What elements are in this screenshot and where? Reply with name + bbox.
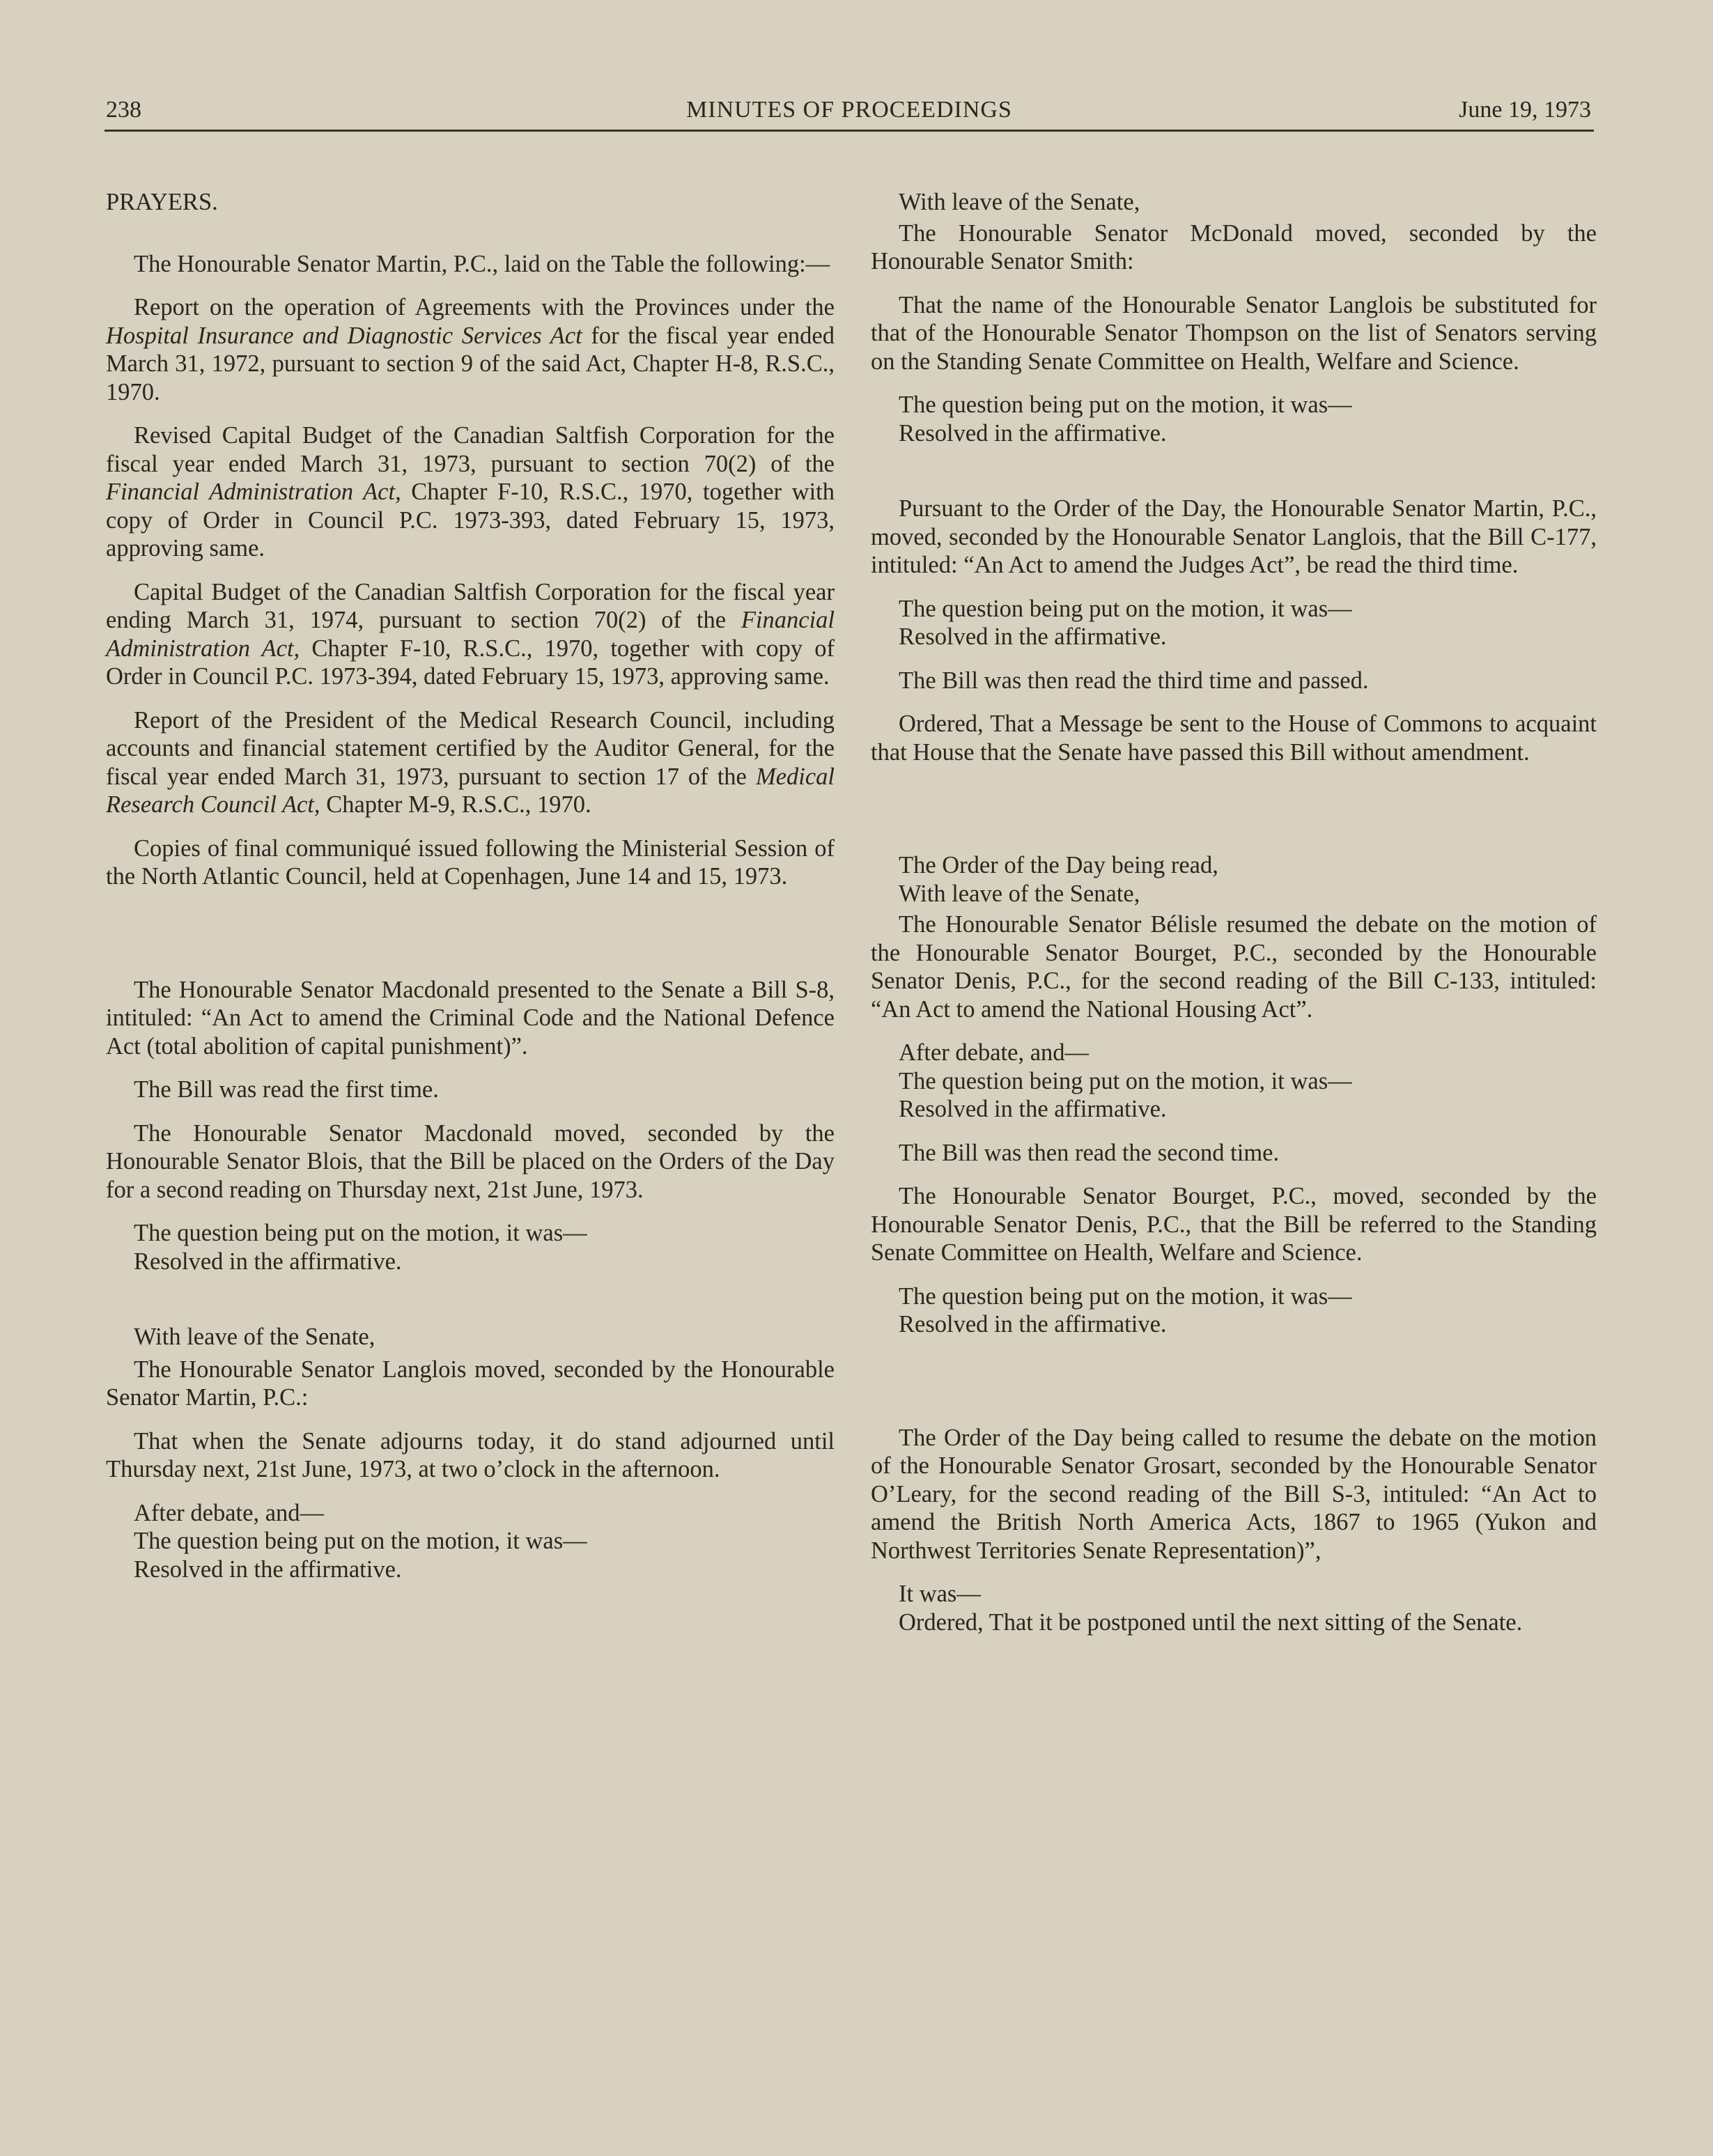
- section-gap: [106, 906, 835, 976]
- paragraph: The Honourable Senator McDonald moved, seconded by the Honourable Senator Smith:: [871, 219, 1597, 274]
- page-number: 238: [106, 97, 141, 123]
- prayers-heading: PRAYERS.: [106, 189, 218, 215]
- left-column: [106, 188, 835, 1599]
- question-result: After debate, and— The question being put on the motion, it was— Resolved in the affirmative.: [899, 1039, 1352, 1122]
- paragraph: The Honourable Senator Martin, P.C., laid on the Table the following:—: [134, 250, 830, 277]
- header-date: June 19, 1973: [1459, 97, 1591, 123]
- paragraph: The Bill was then read the second time.: [899, 1139, 1280, 1166]
- paragraph: The Order of the Day being called to resume the debate on the motion of the Honourable Senator Grosart, seconded by the Honourable Senator O’Leary, for the second reading of the Bill S-3, intituled: “An Act to amend the British North America Acts, 1867 to 1965 (Yukon and Northwest Territories Senate Representation)”,: [871, 1424, 1597, 1564]
- paragraph: That when the Senate adjourns today, it do stand adjourned until Thursday next, 21st June, 1973, at two o’clock in the afternoon.: [106, 1427, 835, 1482]
- section-gap: [106, 1291, 835, 1323]
- section-gap: [871, 782, 1597, 851]
- paragraph: Ordered, That it be postponed until the next sitting of the Senate.: [899, 1608, 1523, 1636]
- paragraph: Pursuant to the Order of the Day, the Honourable Senator Martin, P.C., moved, seconded by the Honourable Senator Langlois, that the Bill C-177, intituled: “An Act to amend the Judges Act”, be read the third time.: [871, 495, 1597, 578]
- section-gap: [871, 463, 1597, 495]
- paragraph: The Bill was then read the third time and passed.: [899, 667, 1369, 694]
- paragraph: Report of the President of the Medical Research Council, including accounts and financial statement certified by the Auditor General, for the fiscal year ended March 31, 1973, pursuant to section 17 of the Medical Research Council Act, Chapter M-9, R.S.C., 1970.: [106, 706, 835, 818]
- running-title: MINUTES OF PROCEEDINGS: [686, 97, 1012, 123]
- paragraph: The Honourable Senator Macdonald moved, seconded by the Honourable Senator Blois, that the Bill be placed on the Orders of the Day for a second reading on Thursday next, 21st June, 1973.: [106, 1119, 835, 1203]
- question-result: The question being put on the motion, it was— Resolved in the affirmative.: [134, 1220, 587, 1275]
- result-block: It was—: [899, 1581, 981, 1607]
- leave-block: With leave of the Senate,: [134, 1324, 375, 1350]
- paragraph: Copies of final communiqué issued following the Ministerial Session of the North Atlantic Council, held at Copenhagen, June 14 and 15, 1973.: [106, 835, 835, 890]
- paragraph: That the name of the Honourable Senator Langlois be substituted for that of the Honourable Senator Thompson on the list of Senators serving on the Standing Senate Committee on Health, Welfare and Science.: [871, 291, 1597, 375]
- question-result: After debate, and— The question being put on the motion, it was— Resolved in the affirmative.: [134, 1499, 587, 1583]
- paragraph: Ordered, That a Message be sent to the House of Commons to acquaint that House that the Senate have passed this Bill without amendment.: [871, 711, 1597, 766]
- right-column: [871, 188, 1597, 1652]
- paragraph: Revised Capital Budget of the Canadian Saltfish Corporation for the fiscal year ended March 31, 1973, pursuant to section 70(2) of the Financial Administration Act, Chapter F-10, R.S.C., 1970, together with copy of Order in Council P.C. 1973-393, dated February 15, 1973, approving same.: [106, 422, 835, 561]
- paragraph: The Honourable Senator Macdonald presented to the Senate a Bill S-8, intituled: “An Act to amend the Criminal Code and the National Defence Act (total abolition of capital punishment)”.: [106, 976, 835, 1060]
- paragraph: The Honourable Senator Bélisle resumed the debate on the motion of the Honourable Senator Bourget, P.C., seconded by the Honourable Senator Denis, P.C., for the second reading of the Bill C-133, intituled: “An Act to amend the National Housing Act”.: [871, 911, 1597, 1023]
- paragraph: The Honourable Senator Bourget, P.C., moved, seconded by the Honourable Senator Denis, P.C., that the Bill be referred to the Standing Senate Committee on Health, Welfare and Science.: [871, 1183, 1597, 1266]
- paragraph: Capital Budget of the Canadian Saltfish Corporation for the fiscal year ending March 31, 1974, pursuant to section 70(2) of the Financial Administration Act, Chapter F-10, R.S.C., 1970, together with copy of Order in Council P.C. 1973-394, dated February 15, 1973, approving same.: [106, 578, 835, 690]
- leave-block: With leave of the Senate,: [899, 189, 1140, 215]
- order-of-day-block: The Order of the Day being read, With leave of the Senate,: [899, 852, 1218, 907]
- paragraph: The Bill was read the first time.: [134, 1076, 439, 1103]
- page-header: [104, 91, 1594, 132]
- question-result: The question being put on the motion, it was— Resolved in the affirmative.: [899, 391, 1352, 447]
- paragraph: The Honourable Senator Langlois moved, seconded by the Honourable Senator Martin, P.C.:: [106, 1356, 835, 1411]
- section-gap: [871, 1354, 1597, 1424]
- question-result: The question being put on the motion, it was— Resolved in the affirmative.: [899, 1282, 1352, 1337]
- question-result: The question being put on the motion, it was— Resolved in the affirmative.: [899, 595, 1352, 650]
- paragraph: Report on the operation of Agreements with the Provinces under the Hospital Insurance and Diagnostic Services Act for the fiscal year ended March 31, 1972, pursuant to section 9 of the said Act, Chapter H-8, R.S.C., 1970.: [106, 294, 835, 405]
